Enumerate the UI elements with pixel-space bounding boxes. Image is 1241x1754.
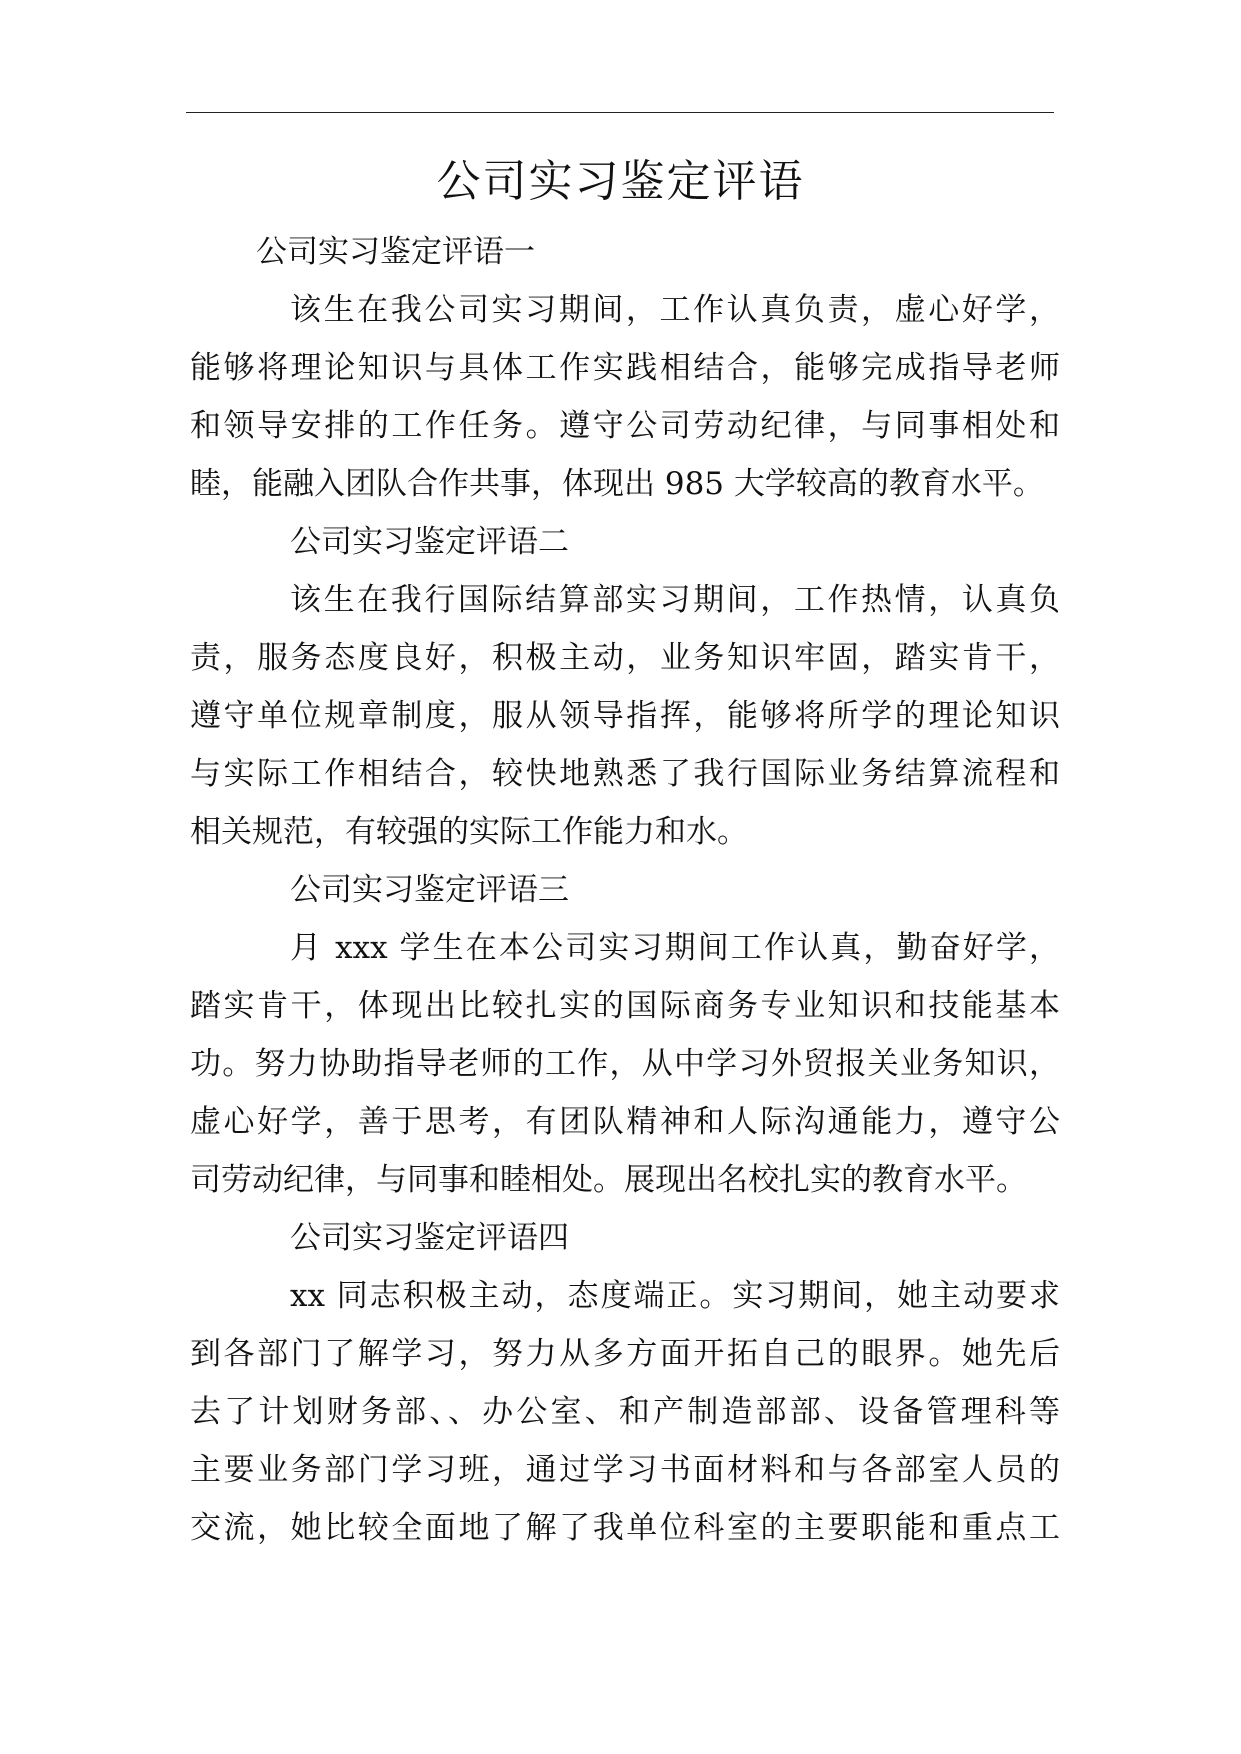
paragraph-line: 责，服务态度良好，积极主动，业务知识牢固，踏实肯干，	[190, 640, 1060, 676]
paragraph-line: 月 xxx 学生在本公司实习期间工作认真，勤奋好学，	[290, 930, 1060, 966]
paragraph-line: 踏实肯干，体现出比较扎实的国际商务专业知识和技能基本	[190, 988, 1060, 1024]
section-heading: 公司实习鉴定评语一	[256, 234, 535, 270]
paragraph-line: 功。努力协助指导老师的工作，从中学习外贸报关业务知识，	[190, 1046, 1060, 1082]
section-heading: 公司实习鉴定评语四	[290, 1220, 569, 1256]
document-body	[190, 223, 1060, 1557]
paragraph-line: xx 同志积极主动，态度端正。实习期间，她主动要求	[290, 1278, 1060, 1314]
paragraph-line: 交流，她比较全面地了解了我单位科室的主要职能和重点工	[190, 1510, 1060, 1546]
header-rule	[186, 112, 1054, 113]
paragraph-line: 能够将理论知识与具体工作实践相结合，能够完成指导老师	[190, 350, 1060, 386]
paragraph-line: 司劳动纪律，与同事和睦相处。展现出名校扎实的教育水平。	[190, 1162, 1027, 1198]
paragraph-line: 主要业务部门学习班，通过学习书面材料和与各部室人员的	[190, 1452, 1060, 1488]
paragraph-line: 相关规范，有较强的实际工作能力和水。	[190, 814, 748, 850]
paragraph-line: 遵守单位规章制度，服从领导指挥，能够将所学的理论知识	[190, 698, 1060, 734]
document-title: 公司实习鉴定评语	[436, 156, 805, 207]
paragraph-line: 和领导安排的工作任务。遵守公司劳动纪律，与同事相处和	[190, 408, 1060, 444]
paragraph-line: 到各部门了解学习，努力从多方面开拓自己的眼界。她先后	[190, 1336, 1060, 1372]
paragraph-line: 该生在我公司实习期间，工作认真负责，虚心好学，	[290, 292, 1060, 328]
section-heading: 公司实习鉴定评语三	[290, 872, 569, 908]
paragraph-line: 该生在我行国际结算部实习期间，工作热情，认真负	[290, 582, 1060, 618]
paragraph-line: 虚心好学，善于思考，有团队精神和人际沟通能力，遵守公	[190, 1104, 1060, 1140]
paragraph-line: 与实际工作相结合，较快地熟悉了我行国际业务结算流程和	[190, 756, 1060, 792]
paragraph-line: 去了计划财务部、、办公室、和产制造部部、设备管理科等	[190, 1394, 1060, 1430]
paragraph-line: 睦，能融入团队合作共事，体现出 985 大学较高的教育水平。	[190, 466, 1044, 502]
section-heading: 公司实习鉴定评语二	[290, 524, 569, 560]
